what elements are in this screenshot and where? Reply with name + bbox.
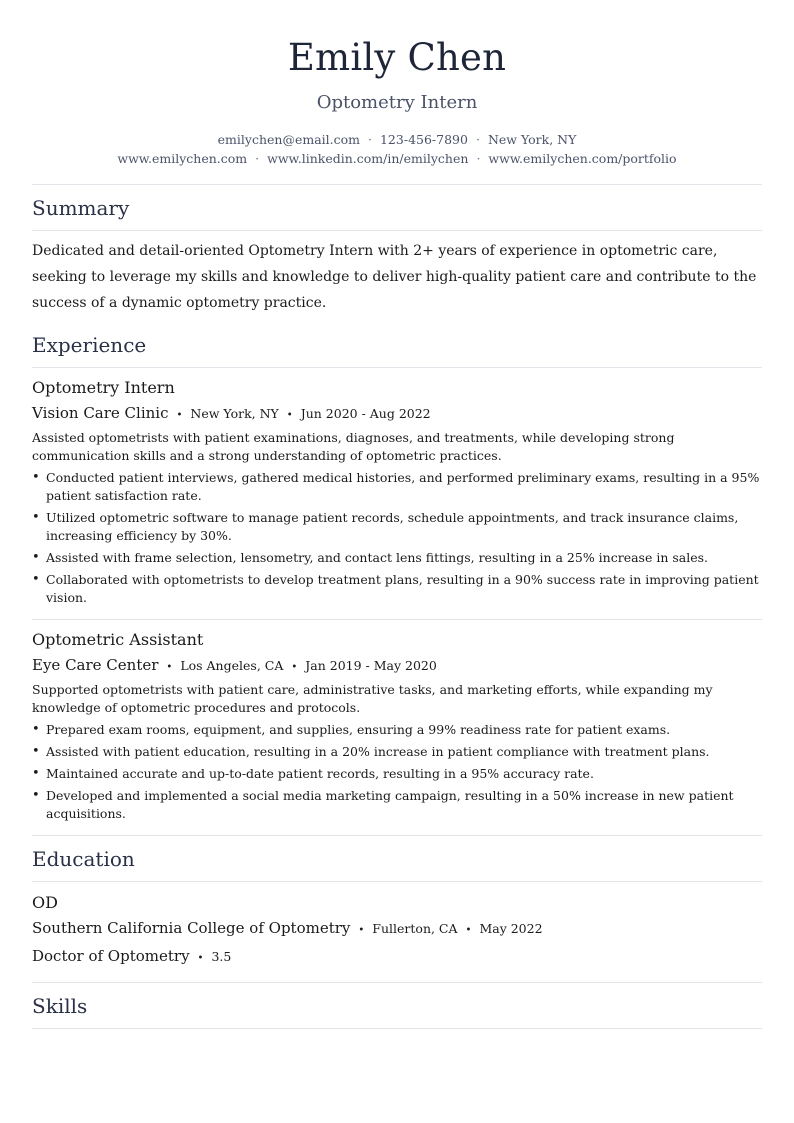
candidate-name: Emily Chen	[287, 36, 507, 79]
gpa-value: 3.5	[211, 949, 232, 964]
phone-text: 123-456-7890	[379, 132, 468, 147]
job-dates: Jun 2020 - Aug 2022	[300, 406, 431, 421]
list-item: • Collaborated with optometrists to develop treatment plans, resulting in a 90% success rate in improving patient vision.	[32, 571, 762, 607]
divider	[32, 1028, 762, 1029]
school-name: Southern California College of Optometry	[32, 919, 351, 937]
school-location: Fullerton, CA	[372, 921, 458, 936]
dot-separator: •	[286, 410, 293, 421]
section-title-summary: Summary	[32, 196, 130, 220]
list-item: • Maintained accurate and up-to-date patient records, resulting in a 95% accuracy rate.	[32, 765, 762, 783]
job-company: Eye Care Center	[32, 656, 159, 674]
education-field-line	[32, 945, 762, 970]
email-link[interactable]: emilychen@email.com	[217, 132, 360, 147]
graduation-date: May 2022	[479, 921, 543, 936]
education-entry	[32, 882, 762, 982]
contact-line-1	[32, 130, 762, 149]
education-meta	[32, 917, 762, 942]
job-meta	[32, 654, 762, 679]
job-dates: Jan 2019 - May 2020	[305, 658, 437, 673]
job-location: New York, NY	[190, 406, 279, 421]
list-item: • Conducted patient interviews, gathered medical histories, and performed preliminary exams, resulting in a 95% patient satisfaction rate.	[32, 469, 762, 505]
dot-separator: •	[465, 925, 472, 936]
job-description: Supported optometrists with patient care, administrative tasks, and marketing efforts, while expanding my knowledge of optometric procedures and protocols.	[32, 682, 713, 715]
portfolio-link[interactable]: www.emilychen.com/portfolio	[488, 151, 677, 166]
separator: ·	[255, 151, 260, 166]
list-item: • Prepared exam rooms, equipment, and supplies, ensuring a 99% readiness rate for patient exams.	[32, 721, 762, 739]
linkedin-link[interactable]: www.linkedin.com/in/emilychen	[267, 151, 469, 166]
section-title-experience: Experience	[32, 333, 147, 357]
job-company: Vision Care Clinic	[32, 404, 169, 422]
job-description: Assisted optometrists with patient examinations, diagnoses, and treatments, while developing strong communication skills and a strong understanding of optometric practices.	[32, 430, 675, 463]
separator: ·	[368, 132, 372, 147]
candidate-role: Optometry Intern	[316, 92, 478, 113]
list-item: • Assisted with patient education, resulting in a 20% increase in patient compliance with treatment plans.	[32, 743, 762, 761]
job-meta	[32, 402, 762, 427]
job-title: Optometric Assistant	[32, 630, 204, 649]
job-entry	[32, 368, 762, 619]
job-entry	[32, 620, 762, 835]
degree-title: OD	[32, 893, 58, 912]
dot-separator: •	[197, 953, 204, 964]
separator: ·	[476, 151, 481, 166]
list-item: • Utilized optometric software to manage patient records, schedule appointments, and track insurance claims, increasing efficiency by 30%.	[32, 509, 762, 545]
job-bullets	[32, 721, 762, 823]
separator: ·	[475, 132, 480, 147]
section-title-education: Education	[32, 847, 135, 871]
dot-separator: •	[176, 410, 183, 421]
job-bullets	[32, 469, 762, 607]
location-text: New York, NY	[487, 132, 577, 147]
list-item: • Assisted with frame selection, lensometry, and contact lens fittings, resulting in a 25% increase in sales.	[32, 549, 762, 567]
section-title-skills: Skills	[32, 994, 88, 1018]
summary-text: Dedicated and detail-oriented Optometry Intern with 2+ years of experience in optometric care, seeking to leverage my skills and knowledge to deliver high-quality patient care and contribute to the success of a dynamic optometry practice.	[32, 243, 757, 311]
contact-line-2	[32, 149, 762, 168]
field-of-study: Doctor of Optometry	[32, 947, 190, 965]
dot-separator: •	[166, 662, 173, 673]
resume-page	[32, 0, 762, 1029]
job-title: Optometry Intern	[32, 378, 175, 397]
job-location: Los Angeles, CA	[180, 658, 284, 673]
resume-header	[32, 36, 762, 168]
dot-separator: •	[291, 662, 298, 673]
list-item: • Developed and implemented a social media marketing campaign, resulting in a 50% increase in new patient acquisitions.	[32, 787, 762, 823]
website-link[interactable]: www.emilychen.com	[117, 151, 248, 166]
dot-separator: •	[358, 925, 365, 936]
